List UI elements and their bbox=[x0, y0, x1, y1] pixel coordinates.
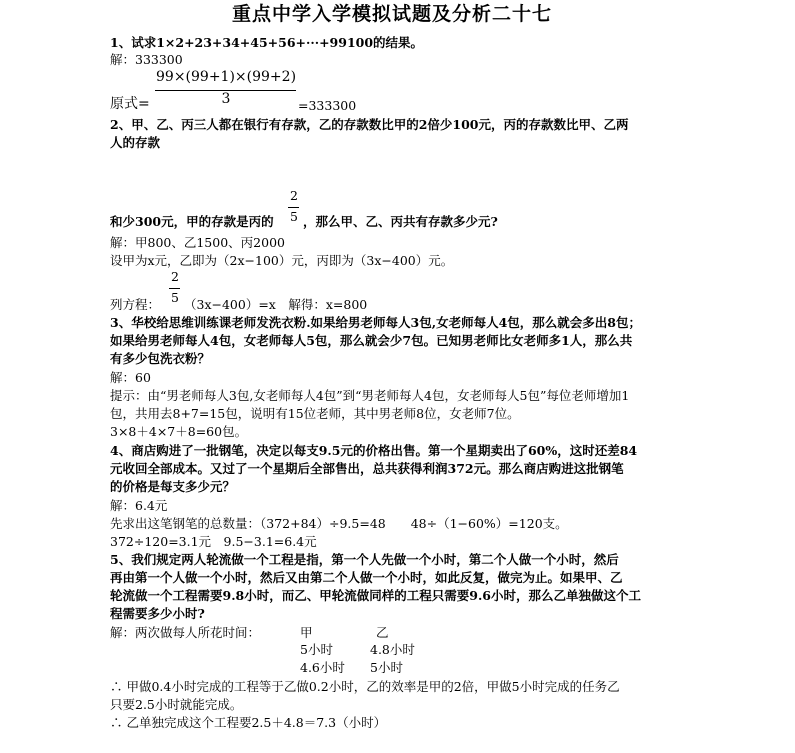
q2-equation-prefix: 列方程： bbox=[110, 297, 161, 312]
q2-fraction-denominator: 5 bbox=[290, 209, 298, 224]
q5-question-line3: 轮流做一个工程需要9.8小时，而乙、甲轮流做同样的工程只需要9.6小时，那么乙单独做这个工 bbox=[110, 588, 641, 603]
q4-step1: 先求出这笔钢笔的总数量：（372+84）÷9.5=48 48÷（1−60%）=120支。 bbox=[110, 516, 568, 531]
q2-question-line1: 2、甲、乙、丙三人都在银行有存款，乙的存款数比甲的2倍少100元，丙的存款数比甲、乙两 bbox=[110, 117, 629, 132]
q3-question-line2: 如果给男老师每人4包，女老师每人5包，那么就会少7包。已知男老师比女老师多1人，那么共 bbox=[110, 333, 633, 348]
q3-calculation: 3×8＋4×7＋8=60包。 bbox=[110, 424, 248, 439]
q2-question-line3a: 和少300元，甲的存款是丙的 bbox=[110, 214, 274, 229]
q5-answer-label: 解：两次做每人所花时间： bbox=[110, 625, 261, 640]
q4-question-line3: 的价格是每支多少元？ bbox=[110, 479, 236, 494]
q5-row2-jia: 4.6小时 bbox=[300, 660, 345, 675]
q2-question-line2: 人的存款 bbox=[110, 135, 161, 150]
q5-column-yi: 乙 bbox=[376, 625, 389, 640]
q1-formula-prefix: 原式= bbox=[110, 96, 150, 112]
q2-eq-fraction-denominator: 5 bbox=[171, 290, 179, 305]
q4-step2: 372÷120=3.1元 9.5−3.1=6.4元 bbox=[110, 534, 317, 549]
q5-conclusion-line2: 只要2.5小时就能完成。 bbox=[110, 697, 243, 712]
q5-question-line2: 再由第一个人做一个小时，然后又由第二个人做一个小时，如此反复，做完为止。如果甲、乙 bbox=[110, 570, 623, 585]
q3-hint-line1: 提示：由“男老师每人3包,女老师每人4包”到“男老师每人4包，女老师每人5包”每位老师增加1 bbox=[110, 388, 630, 403]
q2-question-line3b: ，那么甲、乙、丙共有存款多少元? bbox=[303, 214, 498, 229]
q3-question-line1: 3、华校给思维训练课老师发洗衣粉.如果给男老师每人3包,女老师每人4包，那么就会多出8包； bbox=[110, 315, 641, 330]
q2-fraction-numerator: 2 bbox=[290, 188, 298, 203]
q1-question: 1、试求1×2+23+34+45+56+···+99100的结果。 bbox=[110, 35, 424, 50]
q5-row1-yi: 4.8小时 bbox=[370, 642, 415, 657]
q3-question-line3: 有多少包洗衣粉？ bbox=[110, 351, 211, 366]
q5-question-line4: 程需要多少小时? bbox=[110, 606, 205, 621]
q5-row1-jia: 5小时 bbox=[300, 642, 333, 657]
q2-eq-fraction-numerator: 2 bbox=[171, 269, 179, 284]
q4-answer: 解：6.4元 bbox=[110, 498, 168, 513]
q2-eq-fraction-bar bbox=[169, 288, 180, 289]
q2-setup: 设甲为x元，乙即为（2x−100）元，丙即为（3x−400）元。 bbox=[110, 253, 454, 268]
q3-answer: 解：60 bbox=[110, 370, 151, 385]
q5-row2-yi: 5小时 bbox=[370, 660, 403, 675]
q1-formula-result: =333300 bbox=[298, 98, 357, 113]
q5-conclusion-line1: ∴ 甲做0.4小时完成的工程等于乙做0.2小时，乙的效率是甲的2倍，甲做5小时完成的任务乙 bbox=[110, 679, 620, 694]
q1-denominator: 3 bbox=[221, 91, 231, 107]
q2-answer: 解：甲800、乙1500、丙2000 bbox=[110, 235, 285, 250]
q5-conclusion-line3: ∴ 乙单独完成这个工程要2.5＋4.8＝7.3（小时） bbox=[110, 715, 387, 730]
q3-hint-line2: 包，共用去8+7=15包，说明有15位老师，其中男老师8位，女老师7位。 bbox=[110, 406, 520, 421]
q1-answer: 解：333300 bbox=[110, 52, 183, 67]
q1-numerator: 99×(99+1)×(99+2) bbox=[156, 69, 297, 85]
q2-equation: （3x−400）=x 解得：x=800 bbox=[184, 297, 368, 312]
q5-column-jia: 甲 bbox=[300, 625, 313, 640]
q4-question-line1: 4、商店购进了一批钢笔，决定以每支9.5元的价格出售。第一个星期卖出了60%，这时还差84 bbox=[110, 443, 638, 458]
page-title: 重点中学入学模拟试题及分析二十七 bbox=[232, 3, 553, 25]
q4-question-line2: 元收回全部成本。又过了一个星期后全部售出，总共获得利润372元。那么商店购进这批钢笔 bbox=[110, 461, 624, 476]
q2-fraction-bar bbox=[288, 207, 299, 208]
q5-question-line1: 5、我们规定两人轮流做一个工程是指，第一个人先做一个小时，第二个人做一个小时，然后 bbox=[110, 552, 619, 567]
